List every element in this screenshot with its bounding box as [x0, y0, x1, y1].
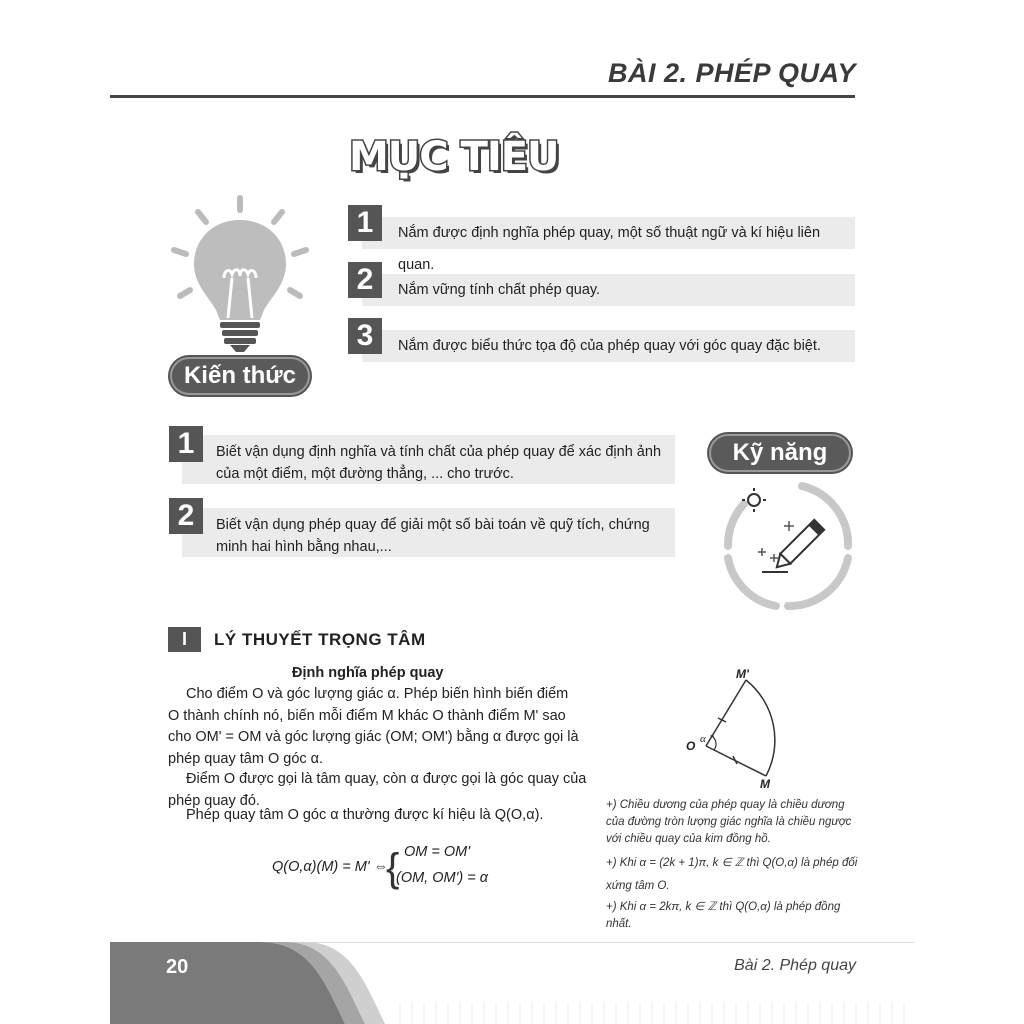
note-3-line-1: +) Khi α = 2kπ, k ∈ ℤ thì Q(O,α) là phép đồng nhất.	[606, 901, 841, 930]
formula-lhs: Q(O,α)(M) = M' ⇔	[272, 859, 389, 875]
skill-item-1-line-2: của một điểm, một đường thẳng, ... cho trước.	[216, 466, 514, 482]
skill-item-2-line-1: Biết vận dụng phép quay để giải một số bài toán về quỹ tích, chứng	[216, 517, 650, 533]
page-number: 20	[166, 956, 189, 978]
label-m: M	[760, 777, 770, 791]
lesson-title: BÀI 2. PHÉP QUAY	[607, 58, 856, 88]
note-1-line-3: với chiều quay của kim đồng hồ.	[606, 833, 771, 845]
knowledge-item-2	[362, 274, 855, 306]
formula-condition-2: (OM, OM') = α	[396, 870, 488, 886]
note-3	[606, 899, 866, 933]
knowledge-item-1	[362, 217, 855, 273]
skill-item-2-line-2: minh hai hình bằng nhau,...	[216, 539, 392, 555]
skill-item-2-number: 2	[169, 498, 203, 534]
definition-paragraph-1	[168, 684, 593, 770]
definition-line-3: cho OM' = OM và góc lượng giác (OM; OM') bằng α được gọi là	[168, 729, 579, 745]
section-title: LÝ THUYẾT TRỌNG TÂM	[214, 630, 426, 649]
skill-item-1-number: 1	[169, 426, 203, 462]
definition-heading: Định nghĩa phép quay	[292, 665, 444, 681]
skill-item-2	[182, 508, 675, 557]
definition-line-2: O thành chính nó, biến mỗi điểm M khác O thành điểm M' sao	[168, 707, 566, 724]
definition-line-4: phép quay tâm O góc α.	[168, 750, 324, 767]
footer-decoration	[110, 942, 920, 1024]
label-m-prime: M'	[736, 667, 749, 681]
skill-item-1-line-1: Biết vận dụng định nghĩa và tính chất của phép quay để xác định ảnh	[216, 444, 662, 460]
formula-condition-1: OM = OM'	[404, 844, 471, 860]
knowledge-item-3-number: 3	[348, 318, 382, 354]
skills-badge: Kỹ năng	[709, 434, 851, 472]
knowledge-item-1-text: Nắm được định nghĩa phép quay, một số thuật ngữ và kí hiệu liên quan.	[398, 225, 821, 273]
knowledge-badge: Kiến thức	[170, 357, 310, 395]
knowledge-item-3-text: Nắm được biểu thức tọa độ của phép quay với góc quay đặc biệt.	[398, 338, 821, 354]
rotation-formula	[272, 844, 522, 896]
knowledge-item-1-number: 1	[348, 205, 382, 241]
header-rule	[110, 95, 855, 98]
note-2	[606, 852, 866, 898]
formula-brace: {	[386, 846, 400, 890]
knowledge-item-3	[362, 330, 855, 362]
label-alpha: α	[700, 733, 706, 745]
rotation-figure	[680, 660, 790, 792]
objectives-heading: MỤC TIÊU	[349, 134, 559, 180]
pencil-skill-icon	[718, 476, 858, 616]
definition-line-6: phép quay đó.	[168, 792, 260, 809]
note-1-line-1: +) Chiều dương của phép quay là chiều dương	[606, 799, 845, 811]
definition-line-1: Cho điểm O và góc lượng giác α. Phép biến hình biến điểm	[186, 686, 569, 702]
note-1-line-2: của đường tròn lượng giác nghĩa là chiều ngược	[606, 816, 852, 828]
note-2-line-2: xứng tâm O.	[606, 880, 670, 892]
footer-lesson-name: Bài 2. Phép quay	[734, 957, 856, 974]
section-number: I	[168, 627, 201, 652]
knowledge-item-2-number: 2	[348, 262, 382, 298]
light-bulb-icon	[168, 192, 313, 362]
knowledge-item-2-text: Nắm vững tính chất phép quay.	[398, 282, 601, 298]
label-o: O	[686, 739, 696, 753]
skill-item-1	[182, 435, 675, 484]
definition-line-5: Điểm O được gọi là tâm quay, còn α được gọi là góc quay của	[186, 771, 587, 787]
note-1	[606, 797, 866, 848]
note-2-line-1: +) Khi α = (2k + 1)π, k ∈ ℤ thì Q(O,α) là phép đối	[606, 857, 858, 869]
definition-notation: Phép quay tâm O góc α thường được kí hiệu là Q(O,α).	[186, 807, 544, 823]
